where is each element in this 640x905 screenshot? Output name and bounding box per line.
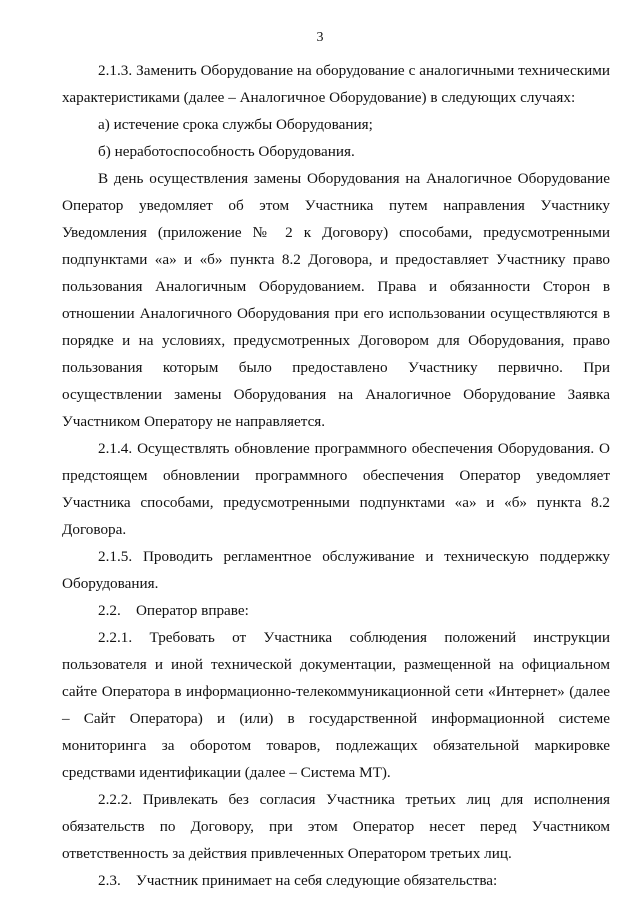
list-item-a: а) истечение срока службы Оборудования; [98, 116, 373, 133]
paragraph-2-1-4: 2.1.4. Осуществлять обновление программного обеспечения Оборудования. О предстоящем обновлении программного обеспечения Оператор уведомляет Участника способами, предусмотренными подпунктами «а» и «б» пункта 8.2 Договора. [62, 440, 610, 538]
paragraph-2-2-2: 2.2.2. Привлекать без согласия Участника третьих лиц для исполнения обязательств по Договору, при этом Оператор несет перед Участником ответственность за действия привлеченных Оператором третьих лиц. [62, 791, 610, 862]
paragraph-2-2-1: 2.2.1. Требовать от Участника соблюдения положений инструкции пользователя и иной технической документации, размещенной на официальном сайте Оператора в информационно-телекоммуникационной сети «Интернет» (далее – Сайт Оператора) и (или) в государственной информационной системе мониторинга за оборотом товаров, подлежащих обязательной маркировке средствами идентификации (далее – Система МТ). [62, 629, 610, 781]
paragraph-replacement-notice: В день осуществления замены Оборудования на Аналогичное Оборудование Оператор уведомляет об этом Участника путем направления Участнику Уведомления (приложение № 2 к Договору) способами, предусмотренными подпунктами «а» и «б» пункта 8.2 Договора, и предоставляет Участнику право пользования Аналогичным Оборудованием. Права и обязанности Сторон в отношении Аналогичного Оборудования при его использовании осуществляются в порядке и на условиях, предусмотренных Договором для Оборудования, право пользования которым было предоставлено Участнику первично. При осуществлении замены Оборудования на Аналогичное Оборудование Заявка Участником Оператору не направляется. [62, 170, 610, 430]
document-body [62, 57, 610, 894]
list-item-b: б) неработоспособность Оборудования. [98, 143, 355, 160]
paragraph-2-2: 2.2. Оператор вправе: [98, 602, 249, 619]
paragraph-2-1-3: 2.1.3. Заменить Оборудование на оборудование с аналогичными техническими характеристиками (далее – Аналогичное Оборудование) в следующих случаях: [62, 62, 610, 106]
paragraph-2-1-5: 2.1.5. Проводить регламентное обслуживание и техническую поддержку Оборудования. [62, 548, 610, 592]
paragraph-2-3: 2.3. Участник принимает на себя следующие обязательства: [98, 872, 498, 889]
page-number: 3 [316, 30, 324, 45]
